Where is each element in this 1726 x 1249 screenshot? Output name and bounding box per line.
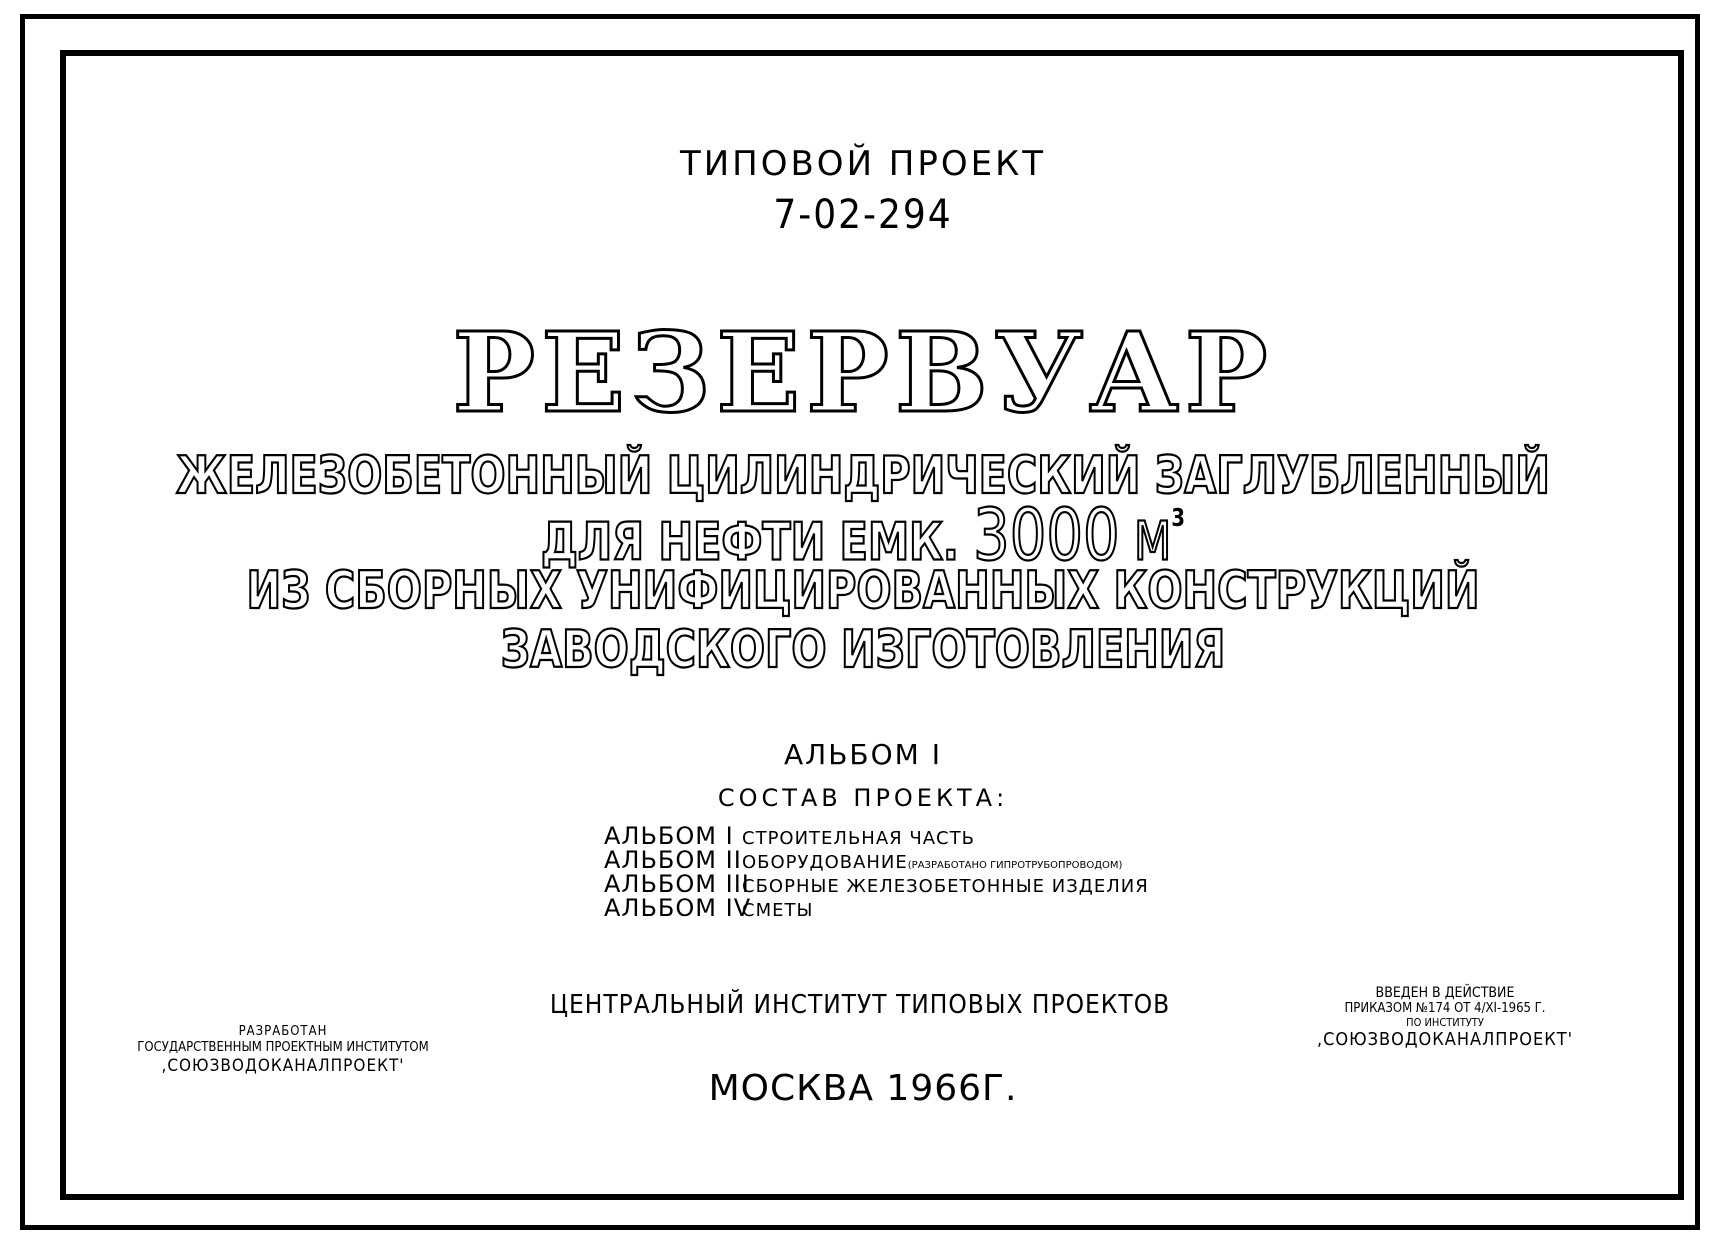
developer-name: ,СОЮЗВОДОКАНАЛПРОЕКТ' xyxy=(161,1056,405,1076)
album-item-desc: СБОРНЫЕ ЖЕЛЕЗОБЕТОННЫЕ ИЗДЕЛИЯ xyxy=(742,876,1149,897)
album-item-label: АЛЬБОМ II xyxy=(604,846,742,874)
album-item-label: АЛЬБОМ I xyxy=(604,822,734,850)
composition-heading: СОСТАВ ПРОЕКТА: xyxy=(717,784,1009,812)
album-item-label: АЛЬБОМ III xyxy=(604,870,750,898)
subtitle-line-3: ИЗ СБОРНЫХ УНИФИЦИРОВАННЫХ КОНСТРУКЦИЙ xyxy=(246,559,1480,621)
album-list xyxy=(604,822,1244,922)
city-year: МОСКВА 1966Г. xyxy=(708,1068,1018,1109)
album-item xyxy=(604,822,1244,850)
volume-unit: М xyxy=(1134,510,1172,573)
album-item-note: (РАЗРАБОТАНО ГИПРОТРУБОПРОВОДОМ) xyxy=(907,860,1123,871)
document-title: РЕЗЕРВУАР xyxy=(452,308,1274,437)
approval-institute: ,СОЮЗВОДОКАНАЛПРОЕКТ' xyxy=(1316,1029,1574,1050)
project-code: 7-02-294 xyxy=(773,192,953,238)
album-item xyxy=(604,894,1244,922)
tank-volume: 3000 xyxy=(973,494,1120,578)
album-item-desc: СТРОИТЕЛЬНАЯ ЧАСТЬ xyxy=(742,828,975,849)
album-item-label: АЛЬБОМ IV xyxy=(604,894,752,922)
publisher-institute: ЦЕНТРАЛЬНЫЙ ИНСТИТУТ ТИПОВЫХ ПРОЕКТОВ xyxy=(549,990,1171,1020)
album-item xyxy=(604,846,1244,874)
subtitle-line-1: ЖЕЛЕЗОБЕТОННЫЙ ЦИЛИНДРИЧЕСКИЙ ЗАГЛУБЛЕННЫЙ xyxy=(176,444,1550,506)
approval-line-1: ВВЕДЕН В ДЕЙСТВИЕ xyxy=(1375,985,1515,1001)
project-type-label: ТИПОВОЙ ПРОЕКТ xyxy=(679,144,1047,184)
developer-line-2: ГОСУДАРСТВЕННЫМ ПРОЕКТНЫМ ИНСТИТУТОМ xyxy=(137,1040,429,1055)
album-item xyxy=(604,870,1244,898)
current-album: АЛЬБОМ I xyxy=(784,738,942,771)
approval-order: ПРИКАЗОМ №174 ОТ 4/XI-1965 Г. xyxy=(1344,1001,1546,1016)
developer-line-1: РАЗРАБОТАН xyxy=(238,1024,328,1039)
approval-line-3: ПО ИНСТИТУТУ xyxy=(1406,1016,1484,1029)
album-item-desc: ОБОРУДОВАНИЕ xyxy=(742,852,908,873)
approval-block xyxy=(1310,985,1580,1051)
volume-unit-power: 3 xyxy=(1171,504,1186,533)
subtitle-line-4: ЗАВОДСКОГО ИЗГОТОВЛЕНИЯ xyxy=(500,618,1226,680)
album-item-desc: СМЕТЫ xyxy=(742,900,814,921)
subtitle-line-2-prefix: ДЛЯ НЕФТИ ЕМК. xyxy=(540,511,959,572)
